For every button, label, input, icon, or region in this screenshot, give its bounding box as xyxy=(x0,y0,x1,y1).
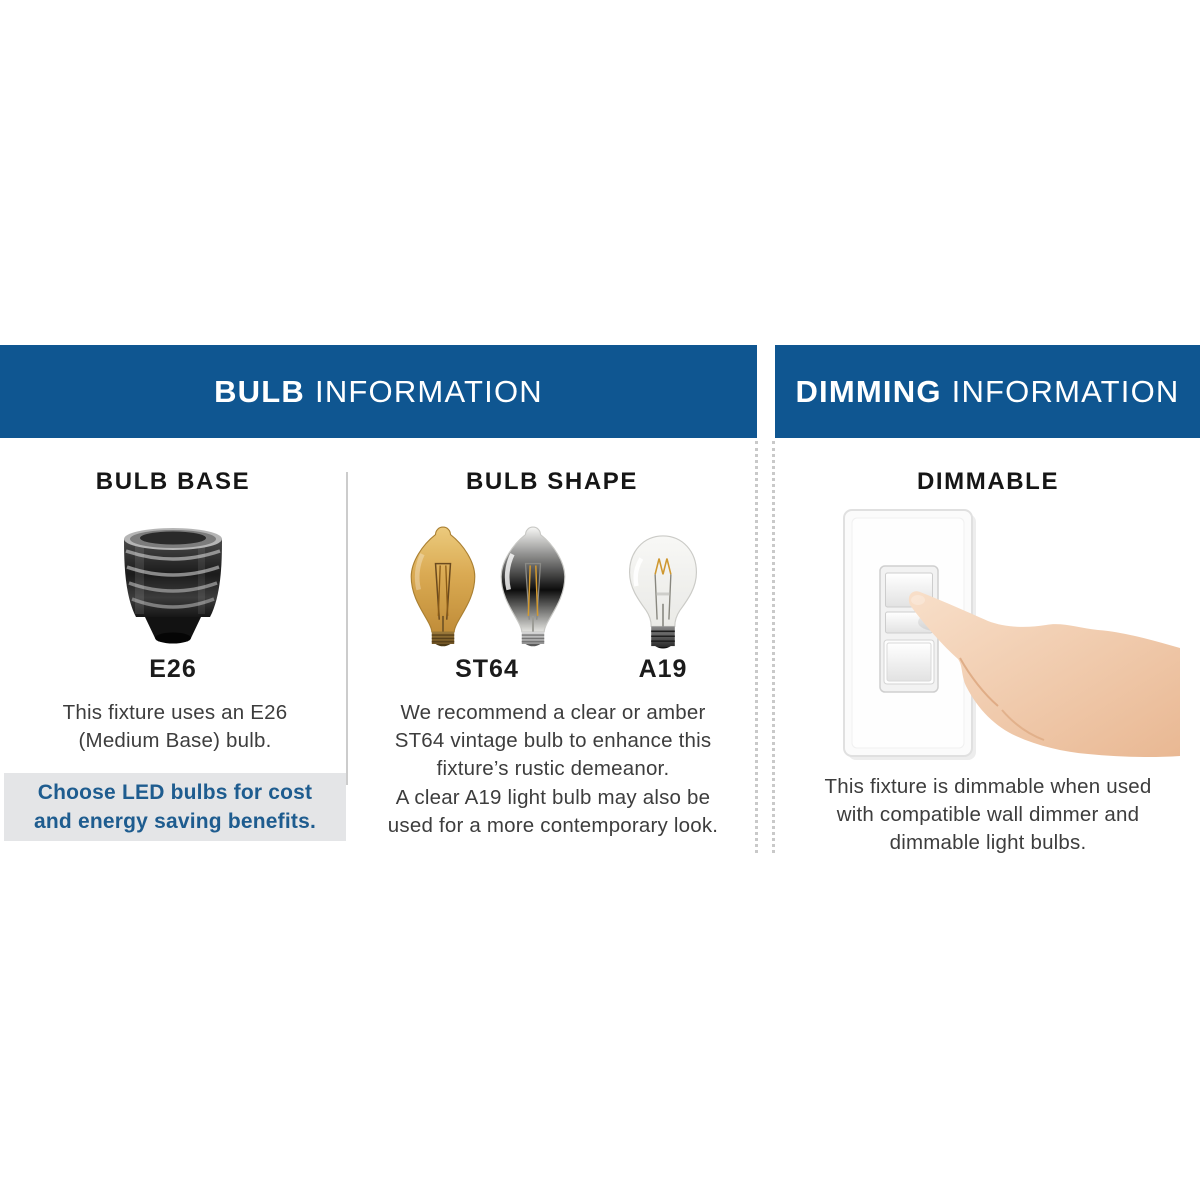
dimmable-description: This fixture is dimmable when used with compatible wall dimmer and dimmable light bulbs. xyxy=(824,775,1152,854)
st64-clear-bulb-icon xyxy=(490,521,576,651)
dimmer-switch-hand-icon xyxy=(840,500,1180,770)
bulb-shape-description-2: A clear A19 light bulb may also be used for a more contemporary look. xyxy=(387,786,719,837)
bulb-shape-title: BULB SHAPE xyxy=(465,468,638,495)
a19-clear-bulb-icon xyxy=(621,533,705,651)
dimming-header-rest: INFORMATION xyxy=(951,373,1180,409)
column-divider xyxy=(346,472,348,785)
dimming-information-header xyxy=(775,345,1200,438)
left-section-perforated-edge xyxy=(755,441,758,853)
st64-amber-bulb-icon xyxy=(400,521,486,651)
bulb-header-rest: INFORMATION xyxy=(315,373,543,409)
right-section-perforated-edge xyxy=(772,441,775,853)
st64-label: ST64 xyxy=(455,655,519,683)
led-note-box xyxy=(4,773,346,841)
led-note-text: Choose LED bulbs for cost and energy saving benefits. xyxy=(34,781,316,833)
bulb-base-description: This fixture uses an E26 (Medium Base) bulb. xyxy=(62,701,288,752)
a19-label: A19 xyxy=(638,655,688,683)
dimmable-title: DIMMABLE xyxy=(916,468,1060,495)
dimming-header-strong: DIMMING xyxy=(795,373,942,409)
e26-screw-base-icon xyxy=(105,524,241,650)
bulb-base-title: BULB BASE xyxy=(95,468,251,495)
e26-label: E26 xyxy=(149,655,197,683)
bulb-header-strong: BULB xyxy=(214,373,305,409)
bulb-information-header xyxy=(0,345,757,438)
bulb-shape-description-1: We recommend a clear or amber ST64 vintage bulb to enhance this fixture’s rustic demeanor. xyxy=(394,701,712,780)
